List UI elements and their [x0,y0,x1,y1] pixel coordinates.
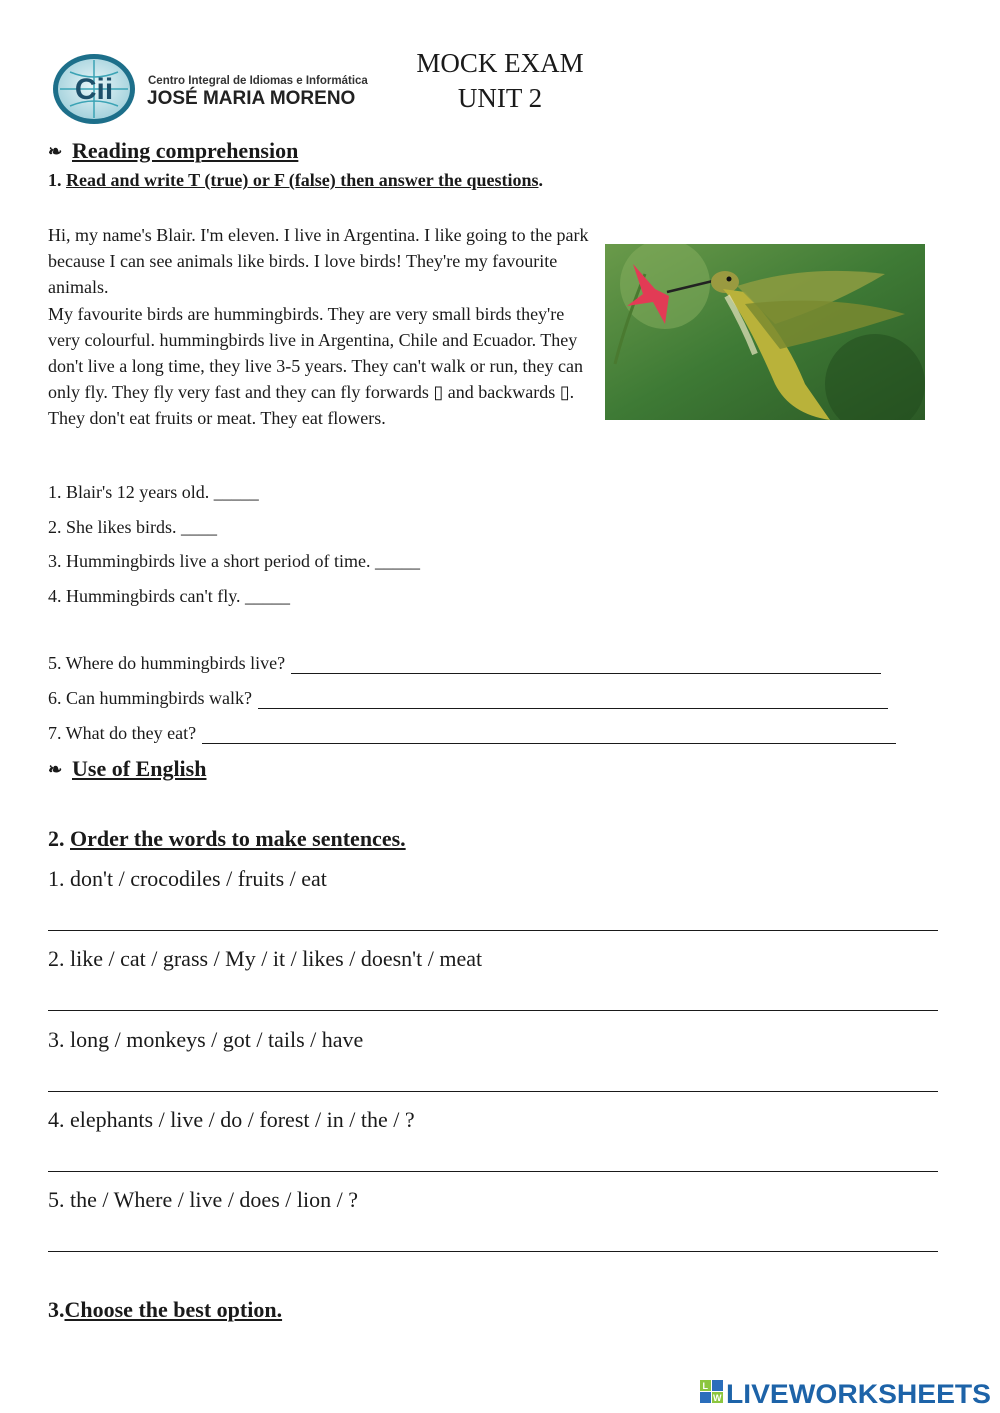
tf-item: 3. Hummingbirds live a short period of time. _____ [48,551,420,571]
answer-line [258,691,888,709]
order-item: 2. like / cat / grass / My / it / likes / doesn't / meat [48,946,483,971]
exam-title-line2: UNIT 2 [457,83,543,113]
answer-line [48,930,938,931]
answer-line [48,1171,938,1172]
institute-name-line2: JOSÉ MARIA MORENO [147,88,356,109]
answer-line [48,1091,938,1092]
institute-name-line1: Centro Integral de Idiomas e Informática [148,75,368,87]
question-text: 5. Where do hummingbirds live? [48,653,286,673]
badge-letter: W [713,1393,722,1403]
tf-item: 1. Blair's 12 years old. _____ [48,482,259,502]
reading-instruction: 1. Read and write T (true) or F (false) then answer the questions. [48,170,543,190]
school-logo [50,52,400,126]
order-item: 4. elephants / live / do / forest / in / the / ? [48,1107,415,1132]
use-of-english-heading: ❧ Use of English [48,756,207,781]
question-row [48,723,896,744]
passage-paragraph-1: Hi, my name's Blair. I'm eleven. I live in Argentina. I like going to the park because I can see animals like birds. I love birds! They're my favourite animals. [48,225,589,298]
answer-line [202,726,896,744]
reading-passage [48,222,593,432]
choose-instruction: 3.Choose the best option. [48,1297,283,1322]
badge-letter: L [702,1381,708,1391]
logo-initials: Cii [74,73,114,106]
question-row [48,688,888,709]
footer-brand: LIVEWORKSHEETS [726,1379,991,1409]
exam-title [400,46,600,116]
leaf-bullet-icon: ❧ [48,142,63,161]
answer-line [291,656,881,674]
reading-heading: ❧ Reading comprehension [48,138,299,163]
order-item: 1. don't / crocodiles / fruits / eat [48,866,327,891]
tf-item: 4. Hummingbirds can't fly. _____ [48,586,291,606]
question-text: 7. What do they eat? [48,723,197,743]
tf-item: 2. She likes birds. ____ [48,517,217,537]
answer-line [48,1251,938,1252]
leaf-bullet-icon: ❧ [48,760,63,779]
passage-paragraph-2: My favourite birds are hummingbirds. They are very small birds they're very colourful. hummingbirds live in Argentina, Chile and Ecuador. They don't live a long time, they live 3-5 years. They can't walk or run, they can only fly. They fly very fast and they can fly forwards ▯ and backwards ▯. They don't eat fruits or meat. They eat flowers. [48,303,583,429]
order-instruction: 2. Order the words to make sentences. [48,826,406,851]
question-text: 6. Can hummingbirds walk? [48,688,252,708]
answer-line [48,1010,938,1011]
hummingbird-image [605,244,925,420]
exam-title-line1: MOCK EXAM [416,48,584,78]
order-item: 3. long / monkeys / got / tails / have [48,1027,364,1052]
question-row [48,653,881,674]
liveworksheets-logo [700,1376,995,1410]
order-item: 5. the / Where / live / does / lion / ? [48,1187,358,1212]
